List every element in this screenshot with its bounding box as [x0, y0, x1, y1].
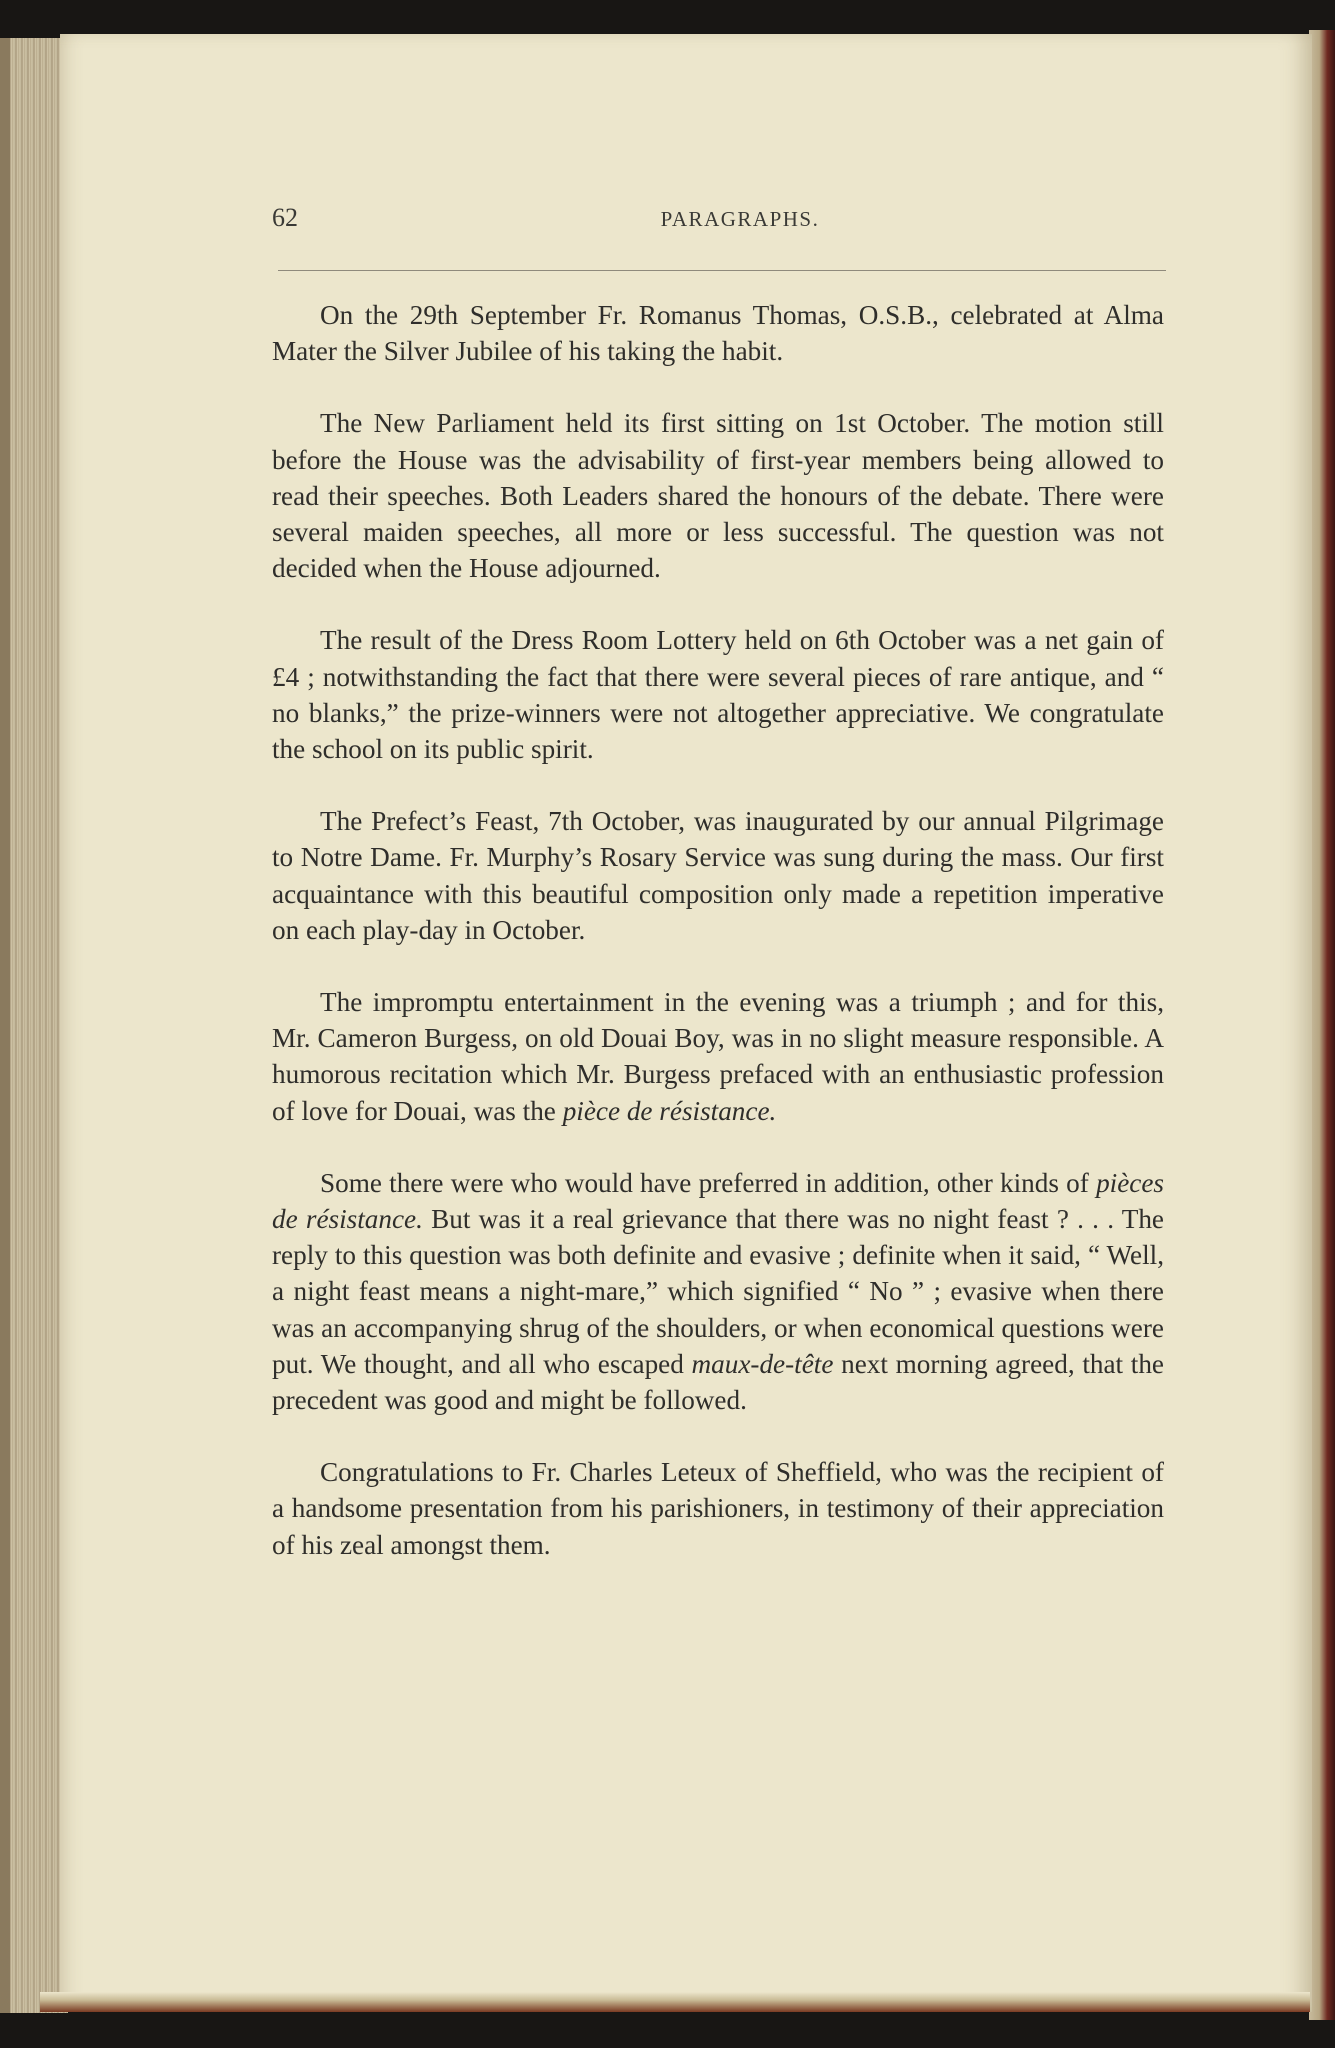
header-rule [278, 270, 1166, 271]
page-bottom-edge [40, 1992, 1310, 2012]
italic-phrase: pièce de résistance. [562, 1095, 777, 1126]
paragraph-text: The impromptu entertainment in the evening was a triumph ; and for this, Mr. Cameron Burgess, on old Douai Boy, was in no slight measure responsible. A humorous recitation which Mr. Burgess prefaced with an enthusiastic profession of love for Douai, was the [272, 987, 1164, 1126]
book-spine-edge [0, 38, 10, 2013]
paragraph-jubilee: On the 29th September Fr. Romanus Thomas, O.S.B., celebrated at Alma Mater the Silver Jubilee of his taking the habit. [272, 300, 1164, 367]
paragraph-text: next morning agreed, that the precedent was good and might be followed. [272, 1348, 1164, 1416]
page-edges [0, 38, 68, 2013]
paragraph-lottery: The result of the Dress Room Lottery held on 6th October was a net gain of £4 ; notwithstanding the fact that there were several pieces of rare antique, and “ no blanks,” the prize-winners were not altogether appreciative. We congratulate the school on its public spirit. [272, 625, 1164, 765]
paragraph-congratulations: Congratulations to Fr. Charles Leteux of Sheffield, who was the recipient of a handsome presentation from his parishioners, in testimony of their appreciation of his zeal amongst them. [272, 1457, 1164, 1560]
paragraph-text: Some there were who would have preferred in addition, other kinds of [320, 1167, 1097, 1198]
paragraph-prefects-feast: The Prefect’s Feast, 7th October, was inaugurated by our annual Pilgrimage to Notre Dame. Fr. Murphy’s Rosary Service was sung during the mass. Our first acquaintance with this beautiful composition only made a repetition imperative on each play-day in October. [272, 806, 1164, 945]
italic-phrase: pièces de résistance. [272, 1167, 1164, 1235]
page-number: 62 [272, 203, 298, 232]
body-text [272, 297, 1164, 1599]
paragraph-parliament: The New Parliament held its first sitting on 1st October. The motion still before the House was the advisability of first-year members being allowed to read their speeches. Both Leaders shared the honours of the debate. There were several maiden speeches, all more or less successful. The question was not decided when the House adjourned. [272, 408, 1164, 584]
book-cover-edge [1309, 30, 1335, 2020]
running-title: PARAGRAPHS. [660, 207, 820, 231]
paragraph-text: But was it a real grievance that there was no night feast ? . . . The reply to this question was both definite and evasive ; definite when it said, “ Well, a night feast means a night-mare,” which signified “ No ” ; evasive when there was an accompanying shrug of the shoulders, or when economical questions were put. We thought, and all who escaped [272, 1204, 1164, 1379]
italic-phrase: maux-de-tête [691, 1348, 834, 1379]
paragraph-night-feast [272, 1165, 1164, 1418]
page-header [272, 203, 1164, 237]
paragraph-entertainment [272, 984, 1164, 1129]
